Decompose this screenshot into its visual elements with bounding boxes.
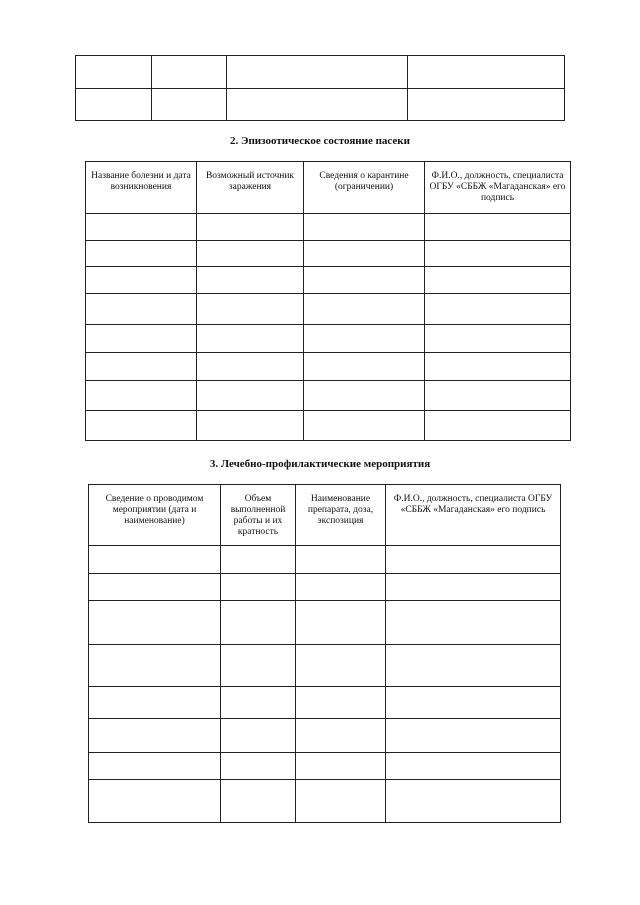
- table-cell[interactable]: [425, 411, 571, 441]
- table-cell[interactable]: [408, 56, 565, 89]
- table-cell[interactable]: [152, 56, 227, 89]
- table-row: [89, 574, 561, 601]
- column-header-volume: Объем выполненной работы и их кратность: [221, 485, 296, 546]
- table-cell[interactable]: [304, 267, 425, 294]
- table-cell[interactable]: [221, 719, 296, 753]
- table-row: [89, 780, 561, 823]
- table-cell[interactable]: [296, 546, 386, 574]
- table-cell[interactable]: [425, 267, 571, 294]
- table-cell[interactable]: [89, 719, 221, 753]
- table-cell[interactable]: [425, 294, 571, 325]
- table-cell[interactable]: [386, 574, 561, 601]
- table-row: [86, 381, 571, 411]
- table-cell[interactable]: [386, 645, 561, 687]
- table-cell[interactable]: [425, 325, 571, 353]
- table-row: [89, 687, 561, 719]
- table-cell[interactable]: [86, 381, 197, 411]
- table-cell[interactable]: [296, 645, 386, 687]
- table-cell[interactable]: [89, 780, 221, 823]
- table-cell[interactable]: [197, 241, 304, 267]
- table-cell[interactable]: [227, 89, 408, 121]
- section-3-title: 3. Лечебно-профилактические мероприятия: [209, 458, 431, 470]
- table-cell[interactable]: [152, 89, 227, 121]
- column-header-specialist: Ф.И.О., должность, специалиста ОГБУ «СББЖ «Магаданская» его подпись: [386, 485, 561, 546]
- column-header-drug: Наименование препарата, доза, экспозиция: [296, 485, 386, 546]
- table-cell[interactable]: [197, 214, 304, 241]
- table-cell[interactable]: [76, 56, 152, 89]
- table-cell[interactable]: [89, 687, 221, 719]
- table-cell[interactable]: [89, 601, 221, 645]
- table-header: [89, 485, 561, 546]
- table-row: [89, 601, 561, 645]
- table-cell[interactable]: [221, 546, 296, 574]
- epizootic-state-table: [85, 161, 571, 441]
- table-row: [89, 753, 561, 780]
- column-header-measure: Сведение о проводимом мероприятии (дата и наименование): [89, 485, 221, 546]
- table-cell[interactable]: [221, 753, 296, 780]
- table-cell[interactable]: [304, 241, 425, 267]
- table-cell[interactable]: [296, 601, 386, 645]
- table-cell[interactable]: [197, 381, 304, 411]
- table-cell[interactable]: [296, 687, 386, 719]
- table-cell[interactable]: [86, 353, 197, 381]
- table-cell[interactable]: [197, 294, 304, 325]
- previous-table-continuation: [75, 55, 565, 121]
- table-row: [86, 353, 571, 381]
- table-cell[interactable]: [425, 381, 571, 411]
- table-cell[interactable]: [425, 353, 571, 381]
- table-cell[interactable]: [86, 241, 197, 267]
- table-cell[interactable]: [86, 267, 197, 294]
- table-row: [86, 267, 571, 294]
- table-cell[interactable]: [386, 601, 561, 645]
- table-cell[interactable]: [408, 89, 565, 121]
- table-cell[interactable]: [296, 753, 386, 780]
- table-cell[interactable]: [86, 325, 197, 353]
- column-header-source: Возможный источник заражения: [197, 162, 304, 214]
- table-cell[interactable]: [197, 353, 304, 381]
- table-cell[interactable]: [227, 56, 408, 89]
- table-cell[interactable]: [221, 780, 296, 823]
- table-cell[interactable]: [386, 546, 561, 574]
- table-cell[interactable]: [304, 353, 425, 381]
- table-row: [86, 294, 571, 325]
- table-body: [76, 56, 565, 121]
- table-cell[interactable]: [89, 574, 221, 601]
- table-cell[interactable]: [221, 601, 296, 645]
- table-cell[interactable]: [386, 780, 561, 823]
- table-cell[interactable]: [86, 294, 197, 325]
- table-cell[interactable]: [221, 574, 296, 601]
- treatment-measures-table: [88, 484, 561, 823]
- header-row: [86, 162, 571, 214]
- table-cell[interactable]: [197, 267, 304, 294]
- table-body: [86, 214, 571, 441]
- table-cell[interactable]: [197, 325, 304, 353]
- header-row: [89, 485, 561, 546]
- table-cell[interactable]: [425, 241, 571, 267]
- table-cell[interactable]: [304, 214, 425, 241]
- table-row: [76, 56, 565, 89]
- table-cell[interactable]: [296, 719, 386, 753]
- table-cell[interactable]: [296, 574, 386, 601]
- table-cell[interactable]: [386, 687, 561, 719]
- table-row: [86, 241, 571, 267]
- table-cell[interactable]: [221, 645, 296, 687]
- table-cell[interactable]: [89, 546, 221, 574]
- table-row: [76, 89, 565, 121]
- table-row: [86, 325, 571, 353]
- table-cell[interactable]: [304, 411, 425, 441]
- table-cell[interactable]: [89, 753, 221, 780]
- column-header-quarantine: Сведения о карантине (ограничении): [304, 162, 425, 214]
- table-row: [89, 645, 561, 687]
- table-row: [86, 411, 571, 441]
- table-cell[interactable]: [86, 411, 197, 441]
- table-row: [89, 719, 561, 753]
- table-cell[interactable]: [304, 381, 425, 411]
- table-cell[interactable]: [221, 687, 296, 719]
- table-header: [86, 162, 571, 214]
- table-cell[interactable]: [386, 753, 561, 780]
- table-cell[interactable]: [197, 411, 304, 441]
- table-cell[interactable]: [304, 294, 425, 325]
- column-header-specialist: Ф.И.О., должность, специалиста ОГБУ «СББЖ «Магаданская» его подпись: [425, 162, 571, 214]
- table-cell[interactable]: [76, 89, 152, 121]
- column-header-disease: Название болезни и дата возникновения: [86, 162, 197, 214]
- table-body: [89, 546, 561, 823]
- table-row: [89, 546, 561, 574]
- table-row: [86, 214, 571, 241]
- table-cell[interactable]: [89, 645, 221, 687]
- table-cell[interactable]: [425, 214, 571, 241]
- table-cell[interactable]: [296, 780, 386, 823]
- table-cell[interactable]: [86, 214, 197, 241]
- table-cell[interactable]: [304, 325, 425, 353]
- table-cell[interactable]: [386, 719, 561, 753]
- section-2-title: 2. Эпизоотическое состояние пасеки: [229, 135, 410, 147]
